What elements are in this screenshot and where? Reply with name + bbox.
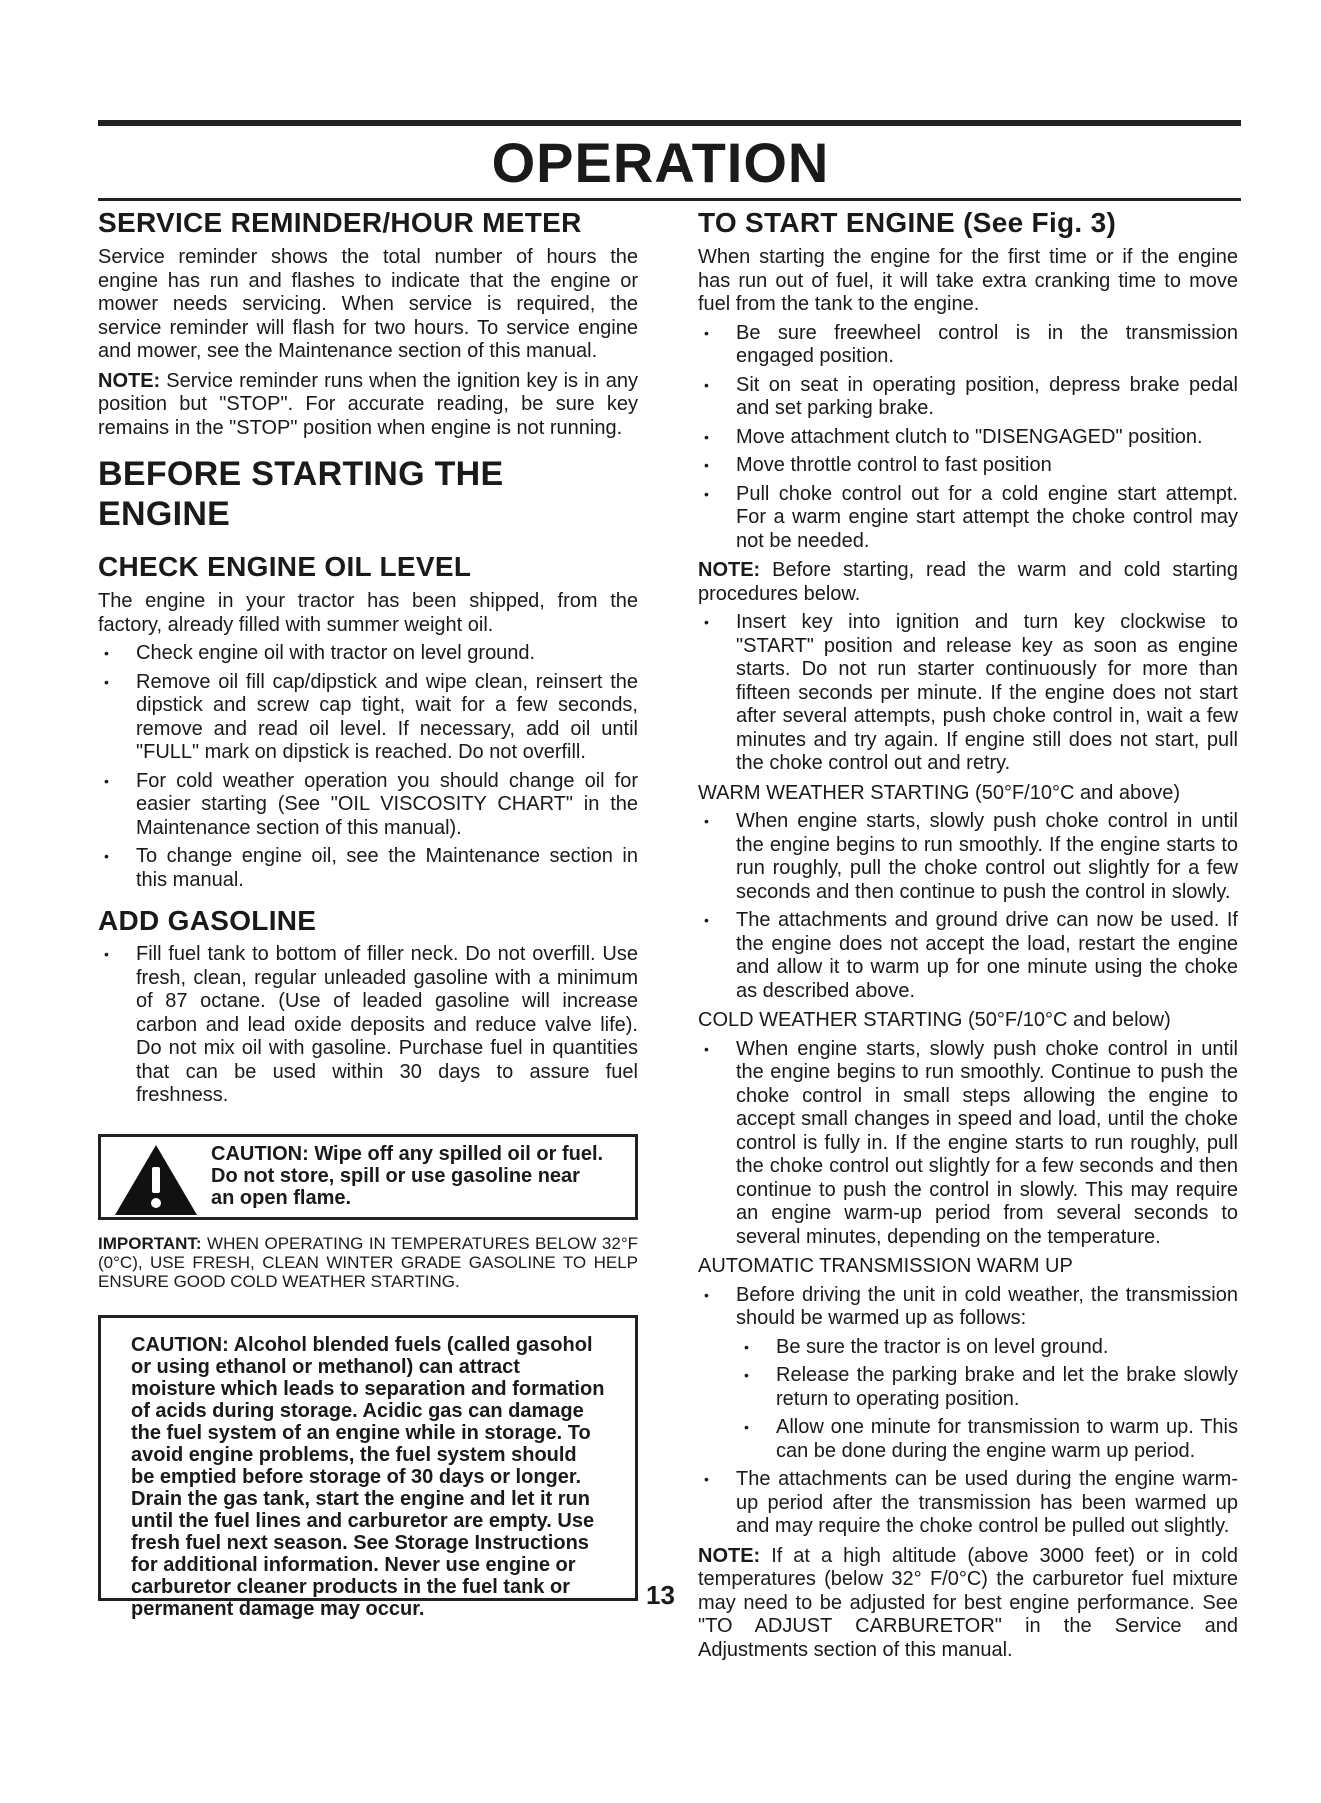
add-gasoline-list: [98, 943, 638, 1108]
caution-box-spill: [98, 1134, 638, 1220]
service-reminder-heading: SERVICE REMINDER/HOUR METER: [98, 207, 582, 238]
note-text: If at a high altitude (above 3000 feet) or in cold temperatures (below 32° F/0°C) the carburetor fuel mixture may need to be adjusted for best engine performance. See "TO ADJUST CARBURETOR" in the Service and Adjustments section of this manual.: [698, 1544, 1238, 1661]
note-text: Service reminder runs when the ignition key is in any position but "STOP". For accurate reading, be sure key remains in the "STOP" position when engine is not running.: [98, 369, 638, 439]
cold-weather-list: [698, 1038, 1238, 1250]
auto-transmission-list: [698, 1284, 1238, 1331]
list-item: • Allow one minute for transmission to warm up. This can be done during the engine warm up period.: [698, 1416, 1238, 1463]
check-oil-list: [98, 642, 638, 892]
list-item: • Be sure freewheel control is in the transmission engaged position.: [698, 322, 1238, 369]
service-reminder-note: [98, 370, 638, 441]
important-label: IMPORTANT:: [98, 1233, 202, 1253]
list-item: • Move throttle control to fast position: [698, 454, 1238, 478]
list-item: • The attachments and ground drive can now be used. If the engine does not accept the load, restart the engine and allow it to warm up for one minute using the choke as described above.: [698, 909, 1238, 1003]
service-reminder-text: Service reminder shows the total number of hours the engine has run and flashes to indicate that the engine or mower needs servicing. When service is required, the service reminder will flash for two hours. To service engine and mower, see the Maintenance section of this manual.: [98, 246, 638, 362]
list-item: • Be sure the tractor is on level ground.: [698, 1336, 1238, 1360]
note-label: NOTE:: [698, 559, 761, 581]
start-engine-heading: TO START ENGINE (See Fig. 3): [698, 207, 1117, 238]
check-oil-text: The engine in your tractor has been shipped, from the factory, already filled with summer weight oil.: [98, 590, 638, 636]
note-label: NOTE:: [698, 1544, 761, 1567]
title-rule: [98, 198, 1241, 201]
note-text: Before starting, read the warm and cold starting procedures below.: [698, 559, 1238, 605]
list-item: • Before driving the unit in cold weather, the transmission should be warmed up as follows:: [698, 1284, 1238, 1331]
start-engine-text: When starting the engine for the first time or if the engine has run out of fuel, it will take extra cranking time to move fuel from the tank to the engine.: [698, 246, 1238, 315]
list-item: • To change engine oil, see the Maintenance section in this manual.: [98, 845, 638, 892]
top-rule: [98, 120, 1241, 126]
list-item: • Pull choke control out for a cold engine start attempt. For a warm engine start attempt the choke control may not be needed.: [698, 483, 1238, 554]
page-number: 13: [646, 1580, 675, 1610]
list-item: • Release the parking brake and let the brake slowly return to operating position.: [698, 1364, 1238, 1411]
note-label: NOTE:: [98, 369, 161, 392]
warning-triangle-icon: [113, 1143, 199, 1217]
warm-weather-list: [698, 810, 1238, 1003]
list-item: • Move attachment clutch to "DISENGAGED" position.: [698, 426, 1238, 450]
start-engine-list: [698, 322, 1238, 554]
list-item: • Check engine oil with tractor on level ground.: [98, 642, 638, 666]
caution-text: CAUTION: Wipe off any spilled oil or fuel. Do not store, spill or use gasoline near an open flame.: [211, 1142, 604, 1209]
right-column: [698, 206, 1238, 1662]
auto-transmission-sublist: [698, 1336, 1238, 1464]
before-starting-heading: BEFORE STARTING THE ENGINE: [98, 455, 504, 533]
auto-transmission-heading: AUTOMATIC TRANSMISSION WARM UP: [698, 1255, 1073, 1277]
left-column: [98, 206, 638, 1620]
cold-weather-heading: COLD WEATHER STARTING (50°F/10°C and below): [698, 1009, 1171, 1031]
important-note: [98, 1234, 638, 1291]
page-title: OPERATION: [491, 131, 830, 194]
check-oil-heading: CHECK ENGINE OIL LEVEL: [98, 551, 472, 582]
important-text: WHEN OPERATING IN TEMPERATURES BELOW 32°F (0°C), USE FRESH, CLEAN WINTER GRADE GASOLINE TO HELP ENSURE GOOD COLD WEATHER STARTING.: [98, 1233, 638, 1291]
list-item: • When engine starts, slowly push choke control in until the engine begins to run smoothly. If the engine starts to run roughly, pull the choke control out slightly for a few seconds and then continue to push the control in slowly.: [698, 810, 1238, 904]
list-item: • When engine starts, slowly push choke control in until the engine begins to run smoothly. Continue to push the choke control in small steps allowing the engine to accept small changes in speed and load, until the choke control is fully in. If the engine starts to run roughly, pull the choke control out slightly for a few seconds and then continue to push the control in slowly. This may require an engine warm-up period from several seconds to several minutes, depending on the temperature.: [698, 1038, 1238, 1250]
auto-transmission-list-2: [698, 1468, 1238, 1539]
list-item: • Sit on seat in operating position, depress brake pedal and set parking brake.: [698, 374, 1238, 421]
list-item: • Remove oil fill cap/dipstick and wipe clean, reinsert the dipstick and screw cap tight, wait for a few seconds, remove and read oil level. If necessary, add oil until "FULL" mark on dipstick is reached. Do not overfill.: [98, 671, 638, 765]
list-item: • Fill fuel tank to bottom of filler neck. Do not overfill. Use fresh, clean, regular unleaded gasoline with a minimum of 87 octane. (Use of leaded gasoline will increase carbon and lead oxide deposits and reduce valve life). Do not mix oil with gasoline. Purchase fuel in quantities that can be used within 30 days to assure fuel freshness.: [98, 943, 638, 1108]
list-item: • The attachments can be used during the engine warm-up period after the transmission has been warmed up and may require the choke control be pulled out slightly.: [698, 1468, 1238, 1539]
ignition-list: [698, 611, 1238, 776]
caution-box-alcohol-fuels: CAUTION: Alcohol blended fuels (called gasohol or using ethanol or methanol) can attract moisture which leads to separation and formation of acids during storage. Acidic gas can damage the fuel system of an engine while in storage. To avoid engine problems, the fuel system should be emptied before storage of 30 days or longer. Drain the gas tank, start the engine and let it run until the fuel lines and carburetor are empty. Use fresh fuel next season. See Storage Instructions for additional information. Never use engine or carburetor cleaner products in the fuel tank or permanent damage may occur.: [98, 1315, 638, 1601]
add-gasoline-heading: ADD GASOLINE: [98, 905, 317, 936]
starting-note: [698, 559, 1238, 606]
list-item: • Insert key into ignition and turn key clockwise to "START" position and release key as soon as engine starts. Do not run starter continuously for more than fifteen seconds per minute. If the engine does not start after several attempts, push choke control in, wait a few minutes and try again. If engine still does not start, pull the choke control out and retry.: [698, 611, 1238, 776]
list-item: • For cold weather operation you should change oil for easier starting (See "OIL VISCOSITY CHART" in the Maintenance section of this manual).: [98, 770, 638, 841]
warm-weather-heading: WARM WEATHER STARTING (50°F/10°C and above): [698, 781, 1181, 804]
